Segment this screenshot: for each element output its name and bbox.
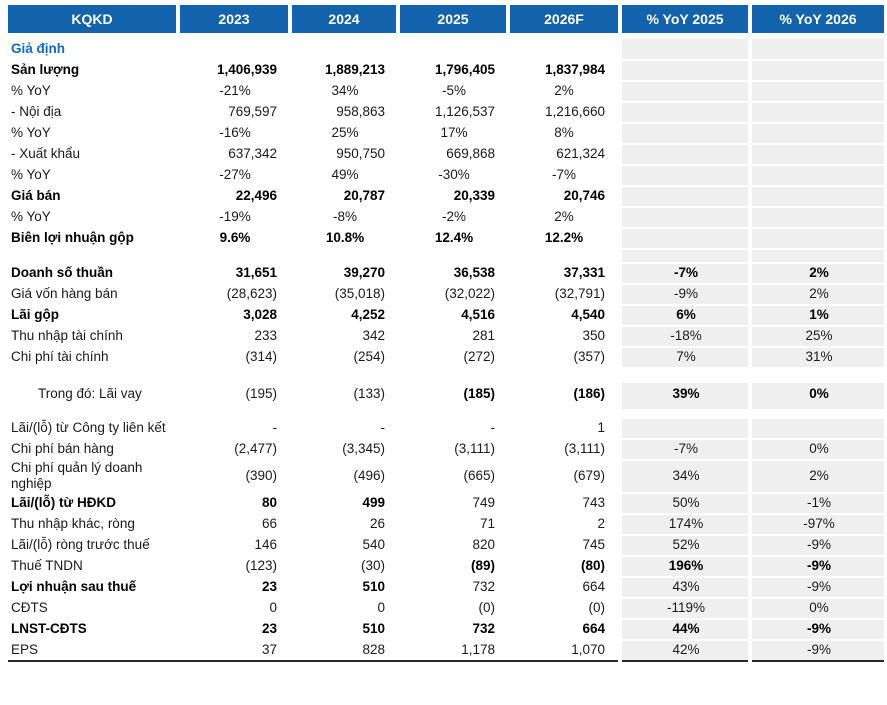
spacer-row bbox=[8, 249, 884, 263]
row-label: Trong đó: Lãi vay bbox=[38, 385, 142, 401]
spacer-cell bbox=[508, 249, 620, 263]
cell-y2026f bbox=[508, 39, 620, 60]
cell-y2025: -2% bbox=[441, 209, 466, 225]
spacer-cell bbox=[290, 368, 398, 382]
cell-y2026f: (679) bbox=[573, 468, 605, 484]
spacer-row bbox=[8, 368, 884, 382]
table-body bbox=[8, 33, 884, 661]
cell-yoy2026: 2% bbox=[750, 460, 884, 493]
cell-y2026f: 664 bbox=[582, 621, 605, 637]
spacer-row bbox=[8, 410, 884, 418]
section-label: Giả định bbox=[11, 41, 65, 57]
spacer-cell bbox=[750, 410, 884, 418]
cell-yoy2025: 174% bbox=[620, 514, 750, 535]
cell-y2023: 66 bbox=[261, 516, 277, 532]
row-label: Thu nhập tài chính bbox=[11, 328, 123, 344]
cell-yoy2026: 0% bbox=[750, 598, 884, 619]
cell-y2023: 0 bbox=[269, 600, 277, 616]
cell-y2024: 26 bbox=[369, 516, 385, 532]
cell-yoy2026 bbox=[750, 165, 884, 186]
cell-y2024: (254) bbox=[353, 349, 385, 365]
header-kqkd: KQKD bbox=[8, 5, 178, 33]
header-row bbox=[8, 5, 884, 33]
cell-y2025: -5% bbox=[441, 83, 466, 99]
cell-y2026f: 37,331 bbox=[563, 265, 605, 281]
cell-y2023: 22,496 bbox=[235, 188, 277, 204]
cell-yoy2026: 25% bbox=[750, 326, 884, 347]
cell-y2026f: 2% bbox=[554, 209, 574, 225]
cell-y2023: - bbox=[272, 420, 277, 436]
cell-yoy2025: 43% bbox=[620, 577, 750, 598]
row-label: % YoY bbox=[11, 167, 51, 183]
cell-y2024: (133) bbox=[353, 385, 385, 401]
table-row bbox=[8, 326, 884, 347]
spacer-cell bbox=[620, 410, 750, 418]
table-row bbox=[8, 619, 884, 640]
table-row bbox=[8, 418, 884, 439]
cell-yoy2025: 6% bbox=[620, 305, 750, 326]
cell-yoy2025: 39% bbox=[620, 382, 750, 410]
table-row bbox=[8, 144, 884, 165]
table-row bbox=[8, 305, 884, 326]
row-label: Lợi nhuận sau thuế bbox=[11, 579, 137, 595]
row-label: Lãi gộp bbox=[11, 307, 59, 323]
row-label: Giá bán bbox=[11, 188, 61, 204]
cell-yoy2025 bbox=[620, 39, 750, 60]
table-row bbox=[8, 207, 884, 228]
cell-y2026f: 20,746 bbox=[563, 188, 605, 204]
row-label: Biên lợi nhuận gộp bbox=[11, 230, 134, 246]
cell-y2023: 146 bbox=[254, 537, 277, 553]
cell-yoy2025 bbox=[620, 81, 750, 102]
row-label: LNST-CĐTS bbox=[11, 621, 87, 637]
cell-y2025: 17% bbox=[440, 125, 468, 141]
row-label: Thu nhập khác, ròng bbox=[11, 516, 135, 532]
cell-y2026f: 664 bbox=[582, 579, 605, 595]
cell-y2024: 1,889,213 bbox=[324, 62, 385, 78]
cell-yoy2025: -9% bbox=[620, 284, 750, 305]
row-label: - Nội địa bbox=[11, 104, 62, 120]
cell-yoy2026: 0% bbox=[750, 382, 884, 410]
cell-y2025 bbox=[398, 39, 508, 60]
cell-y2025: 732 bbox=[472, 579, 495, 595]
cell-yoy2026 bbox=[750, 144, 884, 165]
cell-y2024 bbox=[290, 39, 398, 60]
cell-y2023: 1,406,939 bbox=[216, 62, 277, 78]
spacer-cell bbox=[398, 368, 508, 382]
cell-yoy2026 bbox=[750, 81, 884, 102]
table-row bbox=[8, 640, 884, 661]
cell-y2025: 1,126,537 bbox=[434, 104, 495, 120]
table-row bbox=[8, 284, 884, 305]
row-label: Lãi/(lỗ) từ HĐKD bbox=[11, 495, 117, 511]
spacer-cell bbox=[178, 249, 290, 263]
spacer-cell bbox=[508, 410, 620, 418]
table-row bbox=[8, 535, 884, 556]
cell-yoy2025 bbox=[620, 165, 750, 186]
cell-yoy2026 bbox=[750, 418, 884, 439]
cell-y2025: (0) bbox=[478, 600, 495, 616]
cell-y2025: 1,178 bbox=[398, 640, 508, 661]
cell-y2026f: 1,837,984 bbox=[544, 62, 605, 78]
cell-y2024: 25% bbox=[331, 125, 359, 141]
row-label: Doanh số thuần bbox=[11, 265, 113, 281]
cell-y2026f: -7% bbox=[551, 167, 576, 183]
cell-y2026f: 1,216,660 bbox=[544, 104, 605, 120]
spacer-cell bbox=[8, 410, 178, 418]
cell-y2023: -27% bbox=[219, 167, 251, 183]
cell-y2026f: 743 bbox=[582, 495, 605, 511]
header-2025: 2025 bbox=[398, 5, 508, 33]
cell-y2026f: (3,111) bbox=[564, 441, 605, 457]
row-label: Giá vốn hàng bán bbox=[11, 286, 118, 302]
cell-yoy2026 bbox=[750, 60, 884, 81]
table-row bbox=[8, 347, 884, 368]
table-row bbox=[8, 514, 884, 535]
table-row bbox=[8, 556, 884, 577]
cell-yoy2026: 0% bbox=[750, 439, 884, 460]
cell-yoy2026 bbox=[750, 207, 884, 228]
spacer-cell bbox=[178, 368, 290, 382]
cell-yoy2026: 31% bbox=[750, 347, 884, 368]
cell-y2024: 0 bbox=[377, 600, 385, 616]
cell-yoy2025: 7% bbox=[620, 347, 750, 368]
cell-y2023: 637,342 bbox=[228, 146, 277, 162]
cell-y2025: 281 bbox=[472, 328, 495, 344]
row-label: CĐTS bbox=[11, 600, 48, 616]
row-label: % YoY bbox=[11, 209, 51, 225]
cell-yoy2025 bbox=[620, 144, 750, 165]
cell-y2024: (496) bbox=[353, 468, 385, 484]
cell-y2024: 342 bbox=[362, 328, 385, 344]
cell-y2024: 4,252 bbox=[351, 307, 385, 323]
cell-y2023: (28,623) bbox=[226, 286, 277, 302]
cell-y2023: 23 bbox=[261, 621, 277, 637]
cell-yoy2025: 44% bbox=[620, 619, 750, 640]
cell-yoy2026 bbox=[750, 228, 884, 249]
table-row bbox=[8, 577, 884, 598]
cell-y2023: (2,477) bbox=[234, 441, 277, 457]
cell-yoy2026: -9% bbox=[750, 640, 884, 661]
spacer-cell bbox=[398, 249, 508, 263]
cell-y2023: 23 bbox=[261, 579, 277, 595]
cell-yoy2026 bbox=[750, 102, 884, 123]
cell-yoy2025: -18% bbox=[620, 326, 750, 347]
cell-y2025: 749 bbox=[472, 495, 495, 511]
cell-y2025: 669,868 bbox=[446, 146, 495, 162]
cell-yoy2025: 42% bbox=[620, 640, 750, 661]
cell-yoy2026 bbox=[750, 186, 884, 207]
cell-y2023: (314) bbox=[245, 349, 277, 365]
cell-y2026f: 1 bbox=[597, 420, 605, 436]
cell-y2025: (3,111) bbox=[454, 441, 495, 457]
cell-y2026f: 4,540 bbox=[571, 307, 605, 323]
spacer-cell bbox=[750, 249, 884, 263]
cell-y2026f: (357) bbox=[573, 349, 605, 365]
cell-y2025: (185) bbox=[463, 385, 495, 401]
cell-y2023: 3,028 bbox=[243, 307, 277, 323]
row-label: Lãi/(lỗ) từ Công ty liên kết bbox=[11, 420, 166, 436]
table-row bbox=[8, 39, 884, 60]
spacer-cell bbox=[398, 410, 508, 418]
cell-y2025: - bbox=[490, 420, 495, 436]
spacer-cell bbox=[508, 368, 620, 382]
cell-y2025: (89) bbox=[470, 558, 495, 574]
table-row bbox=[8, 165, 884, 186]
table-row bbox=[8, 382, 884, 410]
cell-y2026f: 2 bbox=[597, 516, 605, 532]
row-label: % YoY bbox=[11, 125, 51, 141]
cell-yoy2026 bbox=[750, 39, 884, 60]
cell-y2024: - bbox=[380, 420, 385, 436]
cell-y2023: (195) bbox=[245, 385, 277, 401]
table-row bbox=[8, 81, 884, 102]
cell-y2025: (665) bbox=[463, 468, 495, 484]
table-row bbox=[8, 460, 884, 493]
cell-y2023: -21% bbox=[219, 83, 251, 99]
row-label: - Xuất khẩu bbox=[11, 146, 81, 162]
row-label: EPS bbox=[8, 640, 178, 661]
cell-y2023: 233 bbox=[254, 328, 277, 344]
cell-y2025: (32,022) bbox=[444, 286, 495, 302]
cell-y2026f: (80) bbox=[580, 558, 605, 574]
cell-y2024: 39,270 bbox=[343, 265, 385, 281]
cell-y2024: 49% bbox=[331, 167, 359, 183]
header-yoy-2026: % YoY 2026 bbox=[750, 5, 884, 33]
row-label: % YoY bbox=[11, 83, 51, 99]
cell-yoy2025 bbox=[620, 60, 750, 81]
header-2024: 2024 bbox=[290, 5, 398, 33]
cell-yoy2025 bbox=[620, 418, 750, 439]
cell-y2023: 37 bbox=[178, 640, 290, 661]
cell-y2024: 10.8% bbox=[325, 230, 365, 246]
cell-yoy2026: -9% bbox=[750, 556, 884, 577]
cell-yoy2026: 2% bbox=[750, 263, 884, 284]
cell-y2024: 510 bbox=[362, 621, 385, 637]
table-header bbox=[8, 5, 884, 33]
cell-yoy2025: -7% bbox=[620, 439, 750, 460]
table-row bbox=[8, 598, 884, 619]
cell-y2025: 820 bbox=[472, 537, 495, 553]
cell-y2024: 499 bbox=[362, 495, 385, 511]
cell-y2024: 958,863 bbox=[336, 104, 385, 120]
cell-y2023: 769,597 bbox=[228, 104, 277, 120]
cell-y2026f: (186) bbox=[573, 385, 605, 401]
cell-y2025: 20,339 bbox=[453, 188, 495, 204]
cell-y2025: 1,796,405 bbox=[434, 62, 495, 78]
cell-yoy2025: 196% bbox=[620, 556, 750, 577]
cell-y2024: 950,750 bbox=[336, 146, 385, 162]
spacer-cell bbox=[8, 368, 178, 382]
row-label: Chi phí tài chính bbox=[11, 349, 109, 365]
header-2023: 2023 bbox=[178, 5, 290, 33]
cell-yoy2026: 2% bbox=[750, 284, 884, 305]
cell-y2024: 510 bbox=[362, 579, 385, 595]
spacer-cell bbox=[290, 249, 398, 263]
row-label: Thuế TNDN bbox=[11, 558, 83, 574]
cell-yoy2025: 50% bbox=[620, 493, 750, 514]
cell-y2024: (30) bbox=[360, 558, 385, 574]
cell-yoy2025: 34% bbox=[620, 460, 750, 493]
cell-yoy2026: -9% bbox=[750, 619, 884, 640]
cell-y2023 bbox=[178, 39, 290, 60]
financial-results-table bbox=[8, 5, 884, 662]
row-label: Chi phí quản lý doanh nghiệp bbox=[11, 460, 143, 492]
cell-y2025: 732 bbox=[472, 621, 495, 637]
cell-y2026f: 621,324 bbox=[556, 146, 605, 162]
spacer-cell bbox=[178, 410, 290, 418]
cell-y2023: (123) bbox=[245, 558, 277, 574]
cell-y2025: 4,516 bbox=[461, 307, 495, 323]
cell-y2023: 9.6% bbox=[219, 230, 251, 246]
cell-y2024: -8% bbox=[332, 209, 357, 225]
cell-y2026f: (32,791) bbox=[554, 286, 605, 302]
cell-yoy2026: 1% bbox=[750, 305, 884, 326]
table-row bbox=[8, 263, 884, 284]
cell-yoy2026: -9% bbox=[750, 535, 884, 556]
cell-y2024: 828 bbox=[290, 640, 398, 661]
cell-yoy2025 bbox=[620, 102, 750, 123]
cell-y2026f: 1,070 bbox=[508, 640, 620, 661]
table-row bbox=[8, 186, 884, 207]
row-label: Sản lượng bbox=[11, 62, 80, 78]
table-row bbox=[8, 493, 884, 514]
cell-yoy2026: -97% bbox=[750, 514, 884, 535]
cell-y2024: (35,018) bbox=[334, 286, 385, 302]
table-row bbox=[8, 60, 884, 81]
cell-yoy2025: -119% bbox=[620, 598, 750, 619]
table-row bbox=[8, 439, 884, 460]
header-2026f: 2026F bbox=[508, 5, 620, 33]
cell-yoy2025 bbox=[620, 207, 750, 228]
cell-y2024: (3,345) bbox=[342, 441, 385, 457]
table-row bbox=[8, 102, 884, 123]
cell-yoy2025 bbox=[620, 228, 750, 249]
cell-y2023: -19% bbox=[219, 209, 251, 225]
cell-y2026f: 12.2% bbox=[544, 230, 584, 246]
cell-y2025: 36,538 bbox=[453, 265, 495, 281]
cell-y2023: (390) bbox=[245, 468, 277, 484]
cell-y2025: (272) bbox=[463, 349, 495, 365]
spacer-cell bbox=[8, 249, 178, 263]
cell-y2026f: (0) bbox=[588, 600, 605, 616]
cell-y2025: -30% bbox=[438, 167, 470, 183]
spacer-cell bbox=[620, 249, 750, 263]
cell-y2026f: 2% bbox=[554, 83, 574, 99]
table-row bbox=[8, 228, 884, 249]
cell-yoy2025: -7% bbox=[620, 263, 750, 284]
row-label: Lãi/(lỗ) ròng trước thuế bbox=[11, 537, 150, 553]
cell-y2025: 71 bbox=[479, 516, 495, 532]
header-yoy-2025: % YoY 2025 bbox=[620, 5, 750, 33]
row-label: Chi phí bán hàng bbox=[11, 441, 114, 457]
cell-y2024: 34% bbox=[331, 83, 359, 99]
cell-yoy2025 bbox=[620, 123, 750, 144]
cell-y2023: -16% bbox=[219, 125, 251, 141]
table-row bbox=[8, 123, 884, 144]
spacer-cell bbox=[290, 410, 398, 418]
cell-yoy2025: 52% bbox=[620, 535, 750, 556]
cell-y2024: 20,787 bbox=[343, 188, 385, 204]
spacer-cell bbox=[620, 368, 750, 382]
cell-yoy2025 bbox=[620, 186, 750, 207]
cell-y2025: 12.4% bbox=[434, 230, 474, 246]
cell-y2026f: 745 bbox=[582, 537, 605, 553]
cell-y2023: 80 bbox=[261, 495, 277, 511]
spacer-cell bbox=[750, 368, 884, 382]
cell-y2026f: 350 bbox=[582, 328, 605, 344]
cell-yoy2026: -9% bbox=[750, 577, 884, 598]
cell-yoy2026: -1% bbox=[750, 493, 884, 514]
cell-y2024: 540 bbox=[362, 537, 385, 553]
cell-y2023: 31,651 bbox=[235, 265, 277, 281]
cell-yoy2026 bbox=[750, 123, 884, 144]
cell-y2026f: 8% bbox=[554, 125, 574, 141]
